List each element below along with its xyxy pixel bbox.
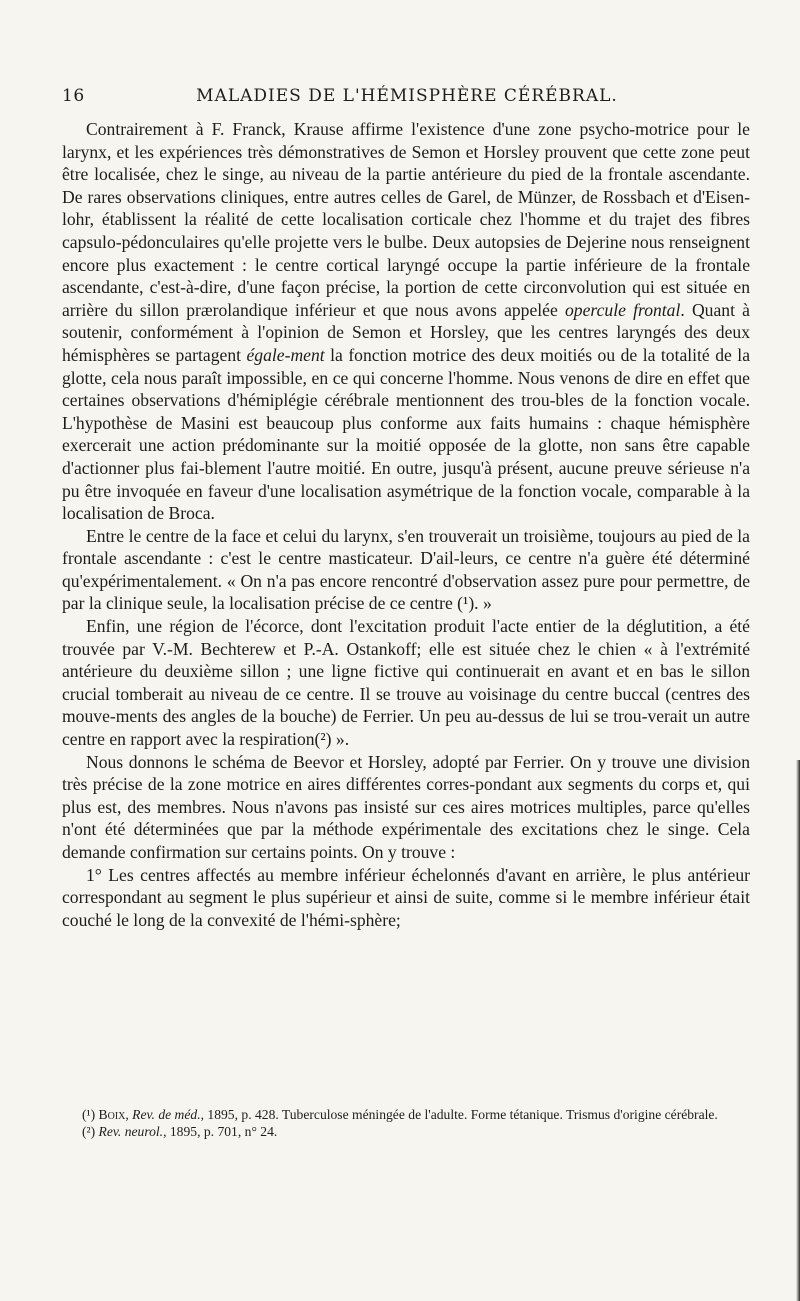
- footnote-journal: Rev. neurol.: [98, 1123, 164, 1139]
- paragraph-3: Enfin, une région de l'écorce, dont l'excitation produit l'acte entier de la déglutition, a été trouvée par V.-M. Bechterew et P.-A. Ostankoff; elle est située chez le chien « à l'extrémité antérieure du deuxième sillon ; une ligne fictive qui continuerait en avant et en bas le sillon crucial tomberait au niveau de ce centre. Il se trouve au voisinage du centre buccal (centres des mouve-ments des angles de la bouche) de Ferrier. Un peu au-dessus de lui se trou-verait un autre centre en rapport avec la respiration(²) ».: [62, 616, 750, 750]
- emphasis-opercule: opercule frontal: [565, 299, 681, 320]
- page-edge-shadow: [796, 760, 800, 1301]
- paragraph-5: 1° Les centres affectés au membre inférieur échelonnés d'avant en arrière, le plus antérieur correspondant au segment le plus supérieur et ainsi de suite, comme si le membre inférieur était couché le long de la convexité de l'hémi-sphère;: [62, 864, 750, 930]
- page-number: 16: [62, 86, 85, 106]
- footnote-author: Boix: [98, 1107, 126, 1122]
- paragraph-2: Entre le centre de la face et celui du larynx, s'en trouverait un troisième, toujours au pied de la frontale ascendante : c'est le centre masticateur. D'ail-leurs, ce centre n'a guère été déterminé qu'expérimentalement. « On n'a pas encore rencontré d'observation assez pure pour permettre, de par la clinique seule, la localisation précise de ce centre (¹). »: [62, 525, 750, 614]
- paragraph-1: Contrairement à F. Franck, Krause affirme l'existence d'une zone psycho-motrice pour le larynx, et les expériences très démonstratives de Semon et Horsley prouvent que cette zone peut être localisée, chez le singe, au niveau de la partie antérieure du pied de la frontale ascendante. De rares observations cliniques, entre autres celles de Garel, de Münzer, de Rossbach et d'Eisen-lohr, établissent la réalité de cette localisation corticale chez l'homme et du trajet des fibres capsulo-pédonculaires qu'elle projette vers le bulbe. Deux autopsies de Dejerine nous renseignent encore plus exactement : le centre cortical laryngé occupe la partie inférieure de la frontale ascendante, c'est-à-dire, d'une façon précise, la portion de cette circonvolution qui est située en arrière du sillon prærolandique inférieur et que nous avons appelée opercule frontal. Quant à soutenir, conformément à l'opinion de Semon et Horsley, que les centres laryngés des deux hémisphères se partagent égale-ment la fonction motrice des deux moitiés ou de la totalité de la glotte, cela nous paraît impossible, en ce qui concerne l'homme. Nous venons de dire en effet que certaines observations d'hémiplégie cérébrale mentionnent des trou-bles de la fonction vocale. L'hypothèse de Masini est beaucoup plus conforme aux faits humains : chaque hémisphère exercerait une action prédominante sur la moitié opposée de la glotte, non sans être capable d'actionner plus fai-blement l'autre moitié. En outre, jusqu'à présent, aucune preuve sérieuse n'a pu être invoquée en faveur d'une localisation asymétrique de la fonction vocale, comparable à la localisation de Broca.: [62, 119, 751, 524]
- footnote-2: (²) Rev. neurol., 1895, p. 701, n° 24.: [82, 1123, 278, 1139]
- running-title: MALADIES DE L'HÉMISPHÈRE CÉRÉBRAL.: [196, 86, 618, 106]
- footnote-journal: Rev. de méd.: [132, 1107, 201, 1122]
- emphasis-egalement: égale-ment: [246, 344, 325, 365]
- paragraph-4: Nous donnons le schéma de Beevor et Horsley, adopté par Ferrier. On y trouve une division très précise de la zone motrice en aires différentes corres-pondant aux segments du corps et, qui plus est, des membres. Nous n'avons pas insisté sur ces aires motrices multiples, parce qu'elles n'ont été déterminées que par la méthode expérimentale des excitations chez le singe. Cela demande confirmation sur certains points. On y trouve :: [62, 751, 750, 862]
- footnote-1: (¹) Boix, Rev. de méd., 1895, p. 428. Tuberculose méningée de l'adulte. Forme tétanique. Trismus d'origine cérébrale.: [82, 1107, 718, 1122]
- footnotes: [62, 1107, 750, 1140]
- running-header: [62, 86, 752, 106]
- body-text: [62, 118, 750, 931]
